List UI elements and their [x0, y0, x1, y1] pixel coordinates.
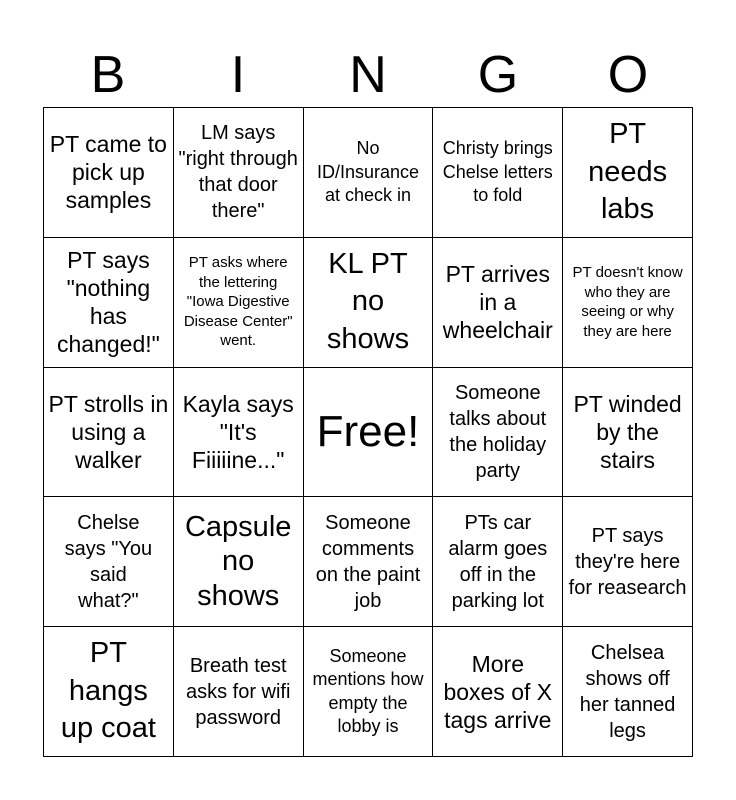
cell-text: Someone mentions how empty the lobby is	[312, 645, 424, 736]
bingo-cell[interactable]	[174, 108, 304, 238]
cell-text: PT arrives in a wheelchair	[442, 261, 553, 344]
bingo-cell[interactable]	[563, 108, 693, 238]
header-letter-o: O	[607, 46, 649, 104]
bingo-cell[interactable]	[44, 108, 174, 238]
bingo-cell[interactable]	[433, 627, 563, 757]
cell-text: Breath test asks for wifi password	[185, 654, 291, 729]
bingo-cell[interactable]	[174, 368, 304, 498]
bingo-cell[interactable]	[304, 108, 434, 238]
cell-text: No ID/Insurance at check in	[316, 138, 420, 206]
free-space-label: Free!	[316, 406, 420, 456]
bingo-cell[interactable]	[563, 627, 693, 757]
cell-text: PT says "nothing has changed!"	[56, 247, 160, 358]
cell-text: PT needs labs	[588, 117, 668, 226]
bingo-cell[interactable]	[304, 497, 434, 627]
bingo-cell[interactable]	[433, 238, 563, 368]
bingo-header	[43, 45, 693, 107]
cell-text: Capsule no shows	[184, 510, 292, 613]
bingo-cell[interactable]	[44, 368, 174, 498]
cell-text: PT came to pick up samples	[49, 131, 167, 214]
bingo-cell[interactable]	[44, 497, 174, 627]
bingo-cell[interactable]	[174, 238, 304, 368]
cell-text: PT says they're here for reasearch	[568, 524, 687, 599]
cell-text: PT asks where the lettering "Iowa Digestive Disease Center" went.	[183, 254, 293, 350]
cell-text: More boxes of X tags arrive	[443, 650, 553, 733]
cell-text: Christy brings Chelse letters to fold	[442, 138, 553, 206]
cell-text: PT doesn't know who they are seeing or why they are here	[572, 264, 683, 340]
cell-text: PT winded by the stairs	[573, 390, 682, 474]
cell-text: PTs car alarm goes off in the parking lot	[448, 511, 548, 612]
bingo-cell-free[interactable]	[304, 368, 434, 498]
bingo-cell[interactable]	[44, 238, 174, 368]
cell-text: Chelse says "You said what?"	[64, 511, 153, 612]
cell-text: Kayla says "It's Fiiiiine..."	[182, 390, 294, 474]
bingo-cell[interactable]	[433, 497, 563, 627]
cell-text: KL PT no shows	[326, 247, 410, 356]
cell-text: LM says "right through that door there"	[178, 122, 298, 223]
bingo-grid	[43, 107, 693, 757]
header-letter-b: B	[90, 46, 126, 104]
bingo-cell[interactable]	[44, 627, 174, 757]
bingo-cell[interactable]	[433, 108, 563, 238]
cell-text: PT hangs up coat	[60, 637, 156, 745]
bingo-cell[interactable]	[563, 368, 693, 498]
bingo-cell[interactable]	[304, 627, 434, 757]
header-letter-i: I	[230, 46, 246, 104]
cell-text: Chelsea shows off her tanned legs	[579, 641, 676, 742]
cell-text: Someone talks about the holiday party	[449, 381, 547, 482]
header-letter-n: N	[349, 46, 387, 104]
bingo-cell[interactable]	[433, 368, 563, 498]
cell-text: PT strolls in using a walker	[48, 390, 169, 474]
bingo-cell[interactable]	[174, 627, 304, 757]
cell-text: Someone comments on the paint job	[315, 511, 421, 612]
bingo-cell[interactable]	[563, 238, 693, 368]
bingo-cell[interactable]	[563, 497, 693, 627]
bingo-cell[interactable]	[174, 497, 304, 627]
bingo-cell[interactable]	[304, 238, 434, 368]
header-letter-g: G	[477, 46, 519, 104]
